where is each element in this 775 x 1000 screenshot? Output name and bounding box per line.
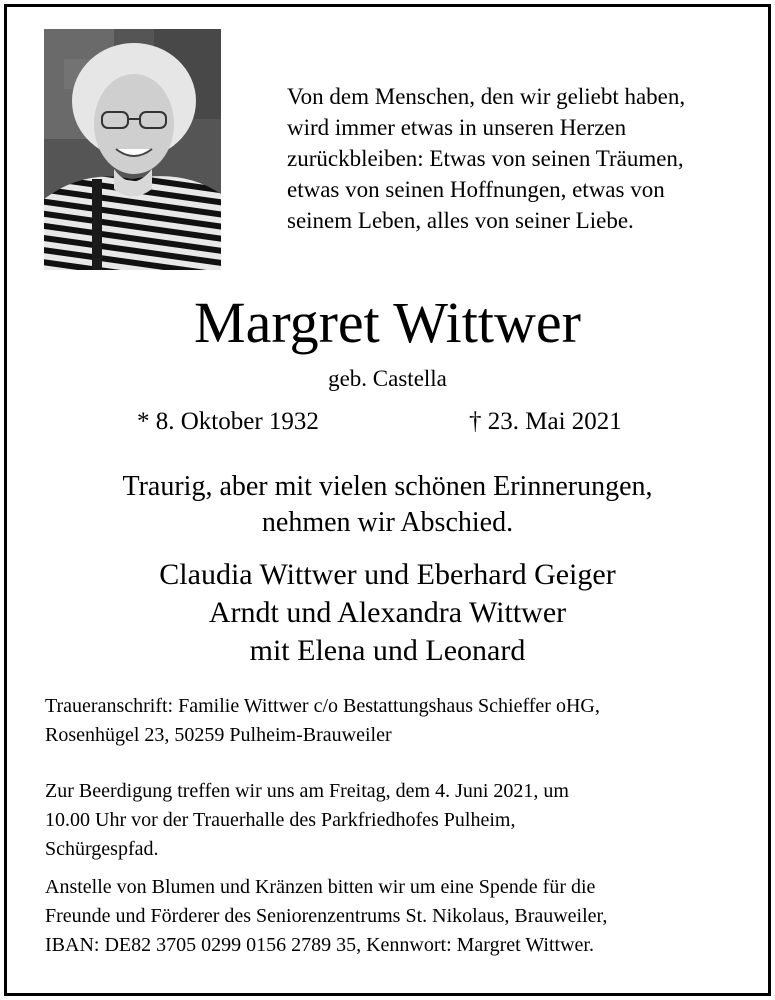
funeral-line: Schürgespfad. xyxy=(45,838,159,860)
quote-line: etwas von seinen Hoffnungen, etwas von xyxy=(287,177,665,202)
donation-line: Freunde und Förderer des Seniorenzentrums St. Nikolaus, Brauweiler, xyxy=(45,905,608,927)
funeral-line: 10.00 Uhr vor der Trauerhalle des Parkfriedhofes Pulheim, xyxy=(45,809,516,831)
portrait-photo xyxy=(44,29,221,270)
quote-line: seinem Leben, alles von seiner Liebe. xyxy=(287,208,634,233)
death-date: † 23. Mai 2021 xyxy=(469,408,622,435)
farewell-text xyxy=(7,469,768,541)
quote-line: wird immer etwas in unseren Herzen xyxy=(287,115,627,140)
family-line: Arndt und Alexandra Wittwer xyxy=(208,596,567,629)
funeral-line: Zur Beerdigung treffen wir uns am Freitag, dem 4. Juni 2021, um xyxy=(45,780,569,802)
mourning-address xyxy=(45,692,721,750)
quote xyxy=(287,81,735,236)
obituary-notice xyxy=(4,4,771,996)
family-members xyxy=(7,556,768,670)
quote-line: zurückbleiben: Etwas von seinen Träumen, xyxy=(287,146,684,171)
donation-line: Anstelle von Blumen und Kränzen bitten wir um eine Spende für die xyxy=(45,876,596,898)
birth-date: * 8. Oktober 1932 xyxy=(137,408,319,435)
maiden-name: geb. Castella xyxy=(328,366,447,391)
farewell-line: Traurig, aber mit vielen schönen Erinnerungen, xyxy=(122,471,653,502)
quote-line: Von dem Menschen, den wir geliebt haben, xyxy=(287,84,686,109)
donation-line: IBAN: DE82 3705 0299 0156 2789 35, Kennwort: Margret Wittwer. xyxy=(45,934,594,956)
family-line: mit Elena und Leonard xyxy=(249,634,526,667)
portrait-illustration xyxy=(44,29,221,270)
funeral-info xyxy=(45,777,721,864)
donation-info xyxy=(45,873,721,960)
deceased-name: Margret Wittwer xyxy=(194,290,581,355)
address-line: Rosenhügel 23, 50259 Pulheim-Brauweiler xyxy=(45,724,392,746)
address-line: Traueranschrift: Familie Wittwer c/o Bestattungshaus Schieffer oHG, xyxy=(45,695,600,717)
family-line: Claudia Wittwer und Eberhard Geiger xyxy=(159,558,616,591)
farewell-line: nehmen wir Abschied. xyxy=(261,507,514,538)
